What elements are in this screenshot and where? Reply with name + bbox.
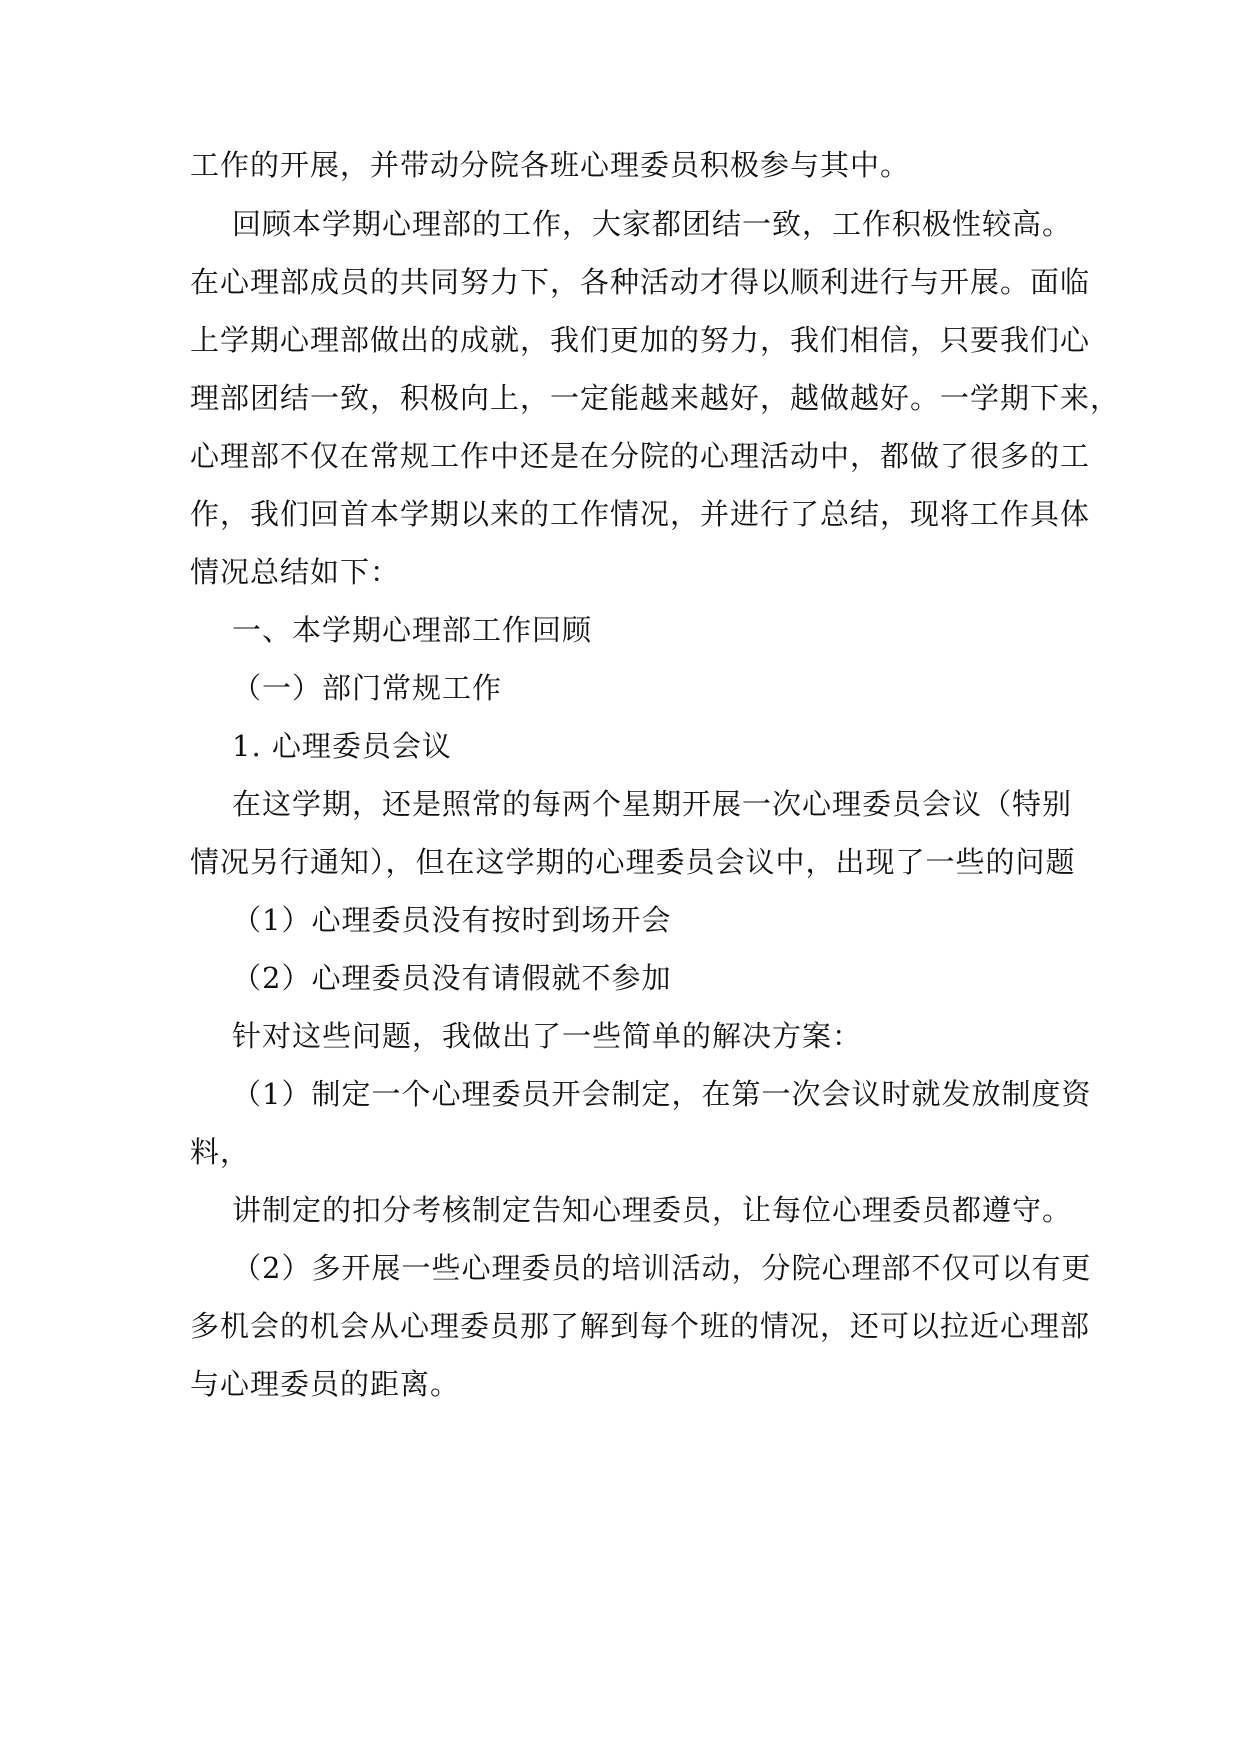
text-line: 心理部不仅在常规工作中还是在分院的心理活动中，都做了很多的工 bbox=[190, 439, 1091, 473]
subsection-heading: （一）部门常规工作 bbox=[232, 671, 503, 705]
item-heading: 1. 心理委员会议 bbox=[232, 729, 452, 763]
list-item: （1）心理委员没有按时到场开会 bbox=[232, 903, 672, 937]
text-line: 在这学期，还是照常的每两个星期开展一次心理委员会议（特别 bbox=[232, 787, 1073, 821]
text-line: 情况总结如下： bbox=[190, 555, 401, 589]
text-line: 在心理部成员的共同努力下，各种活动才得以顺利进行与开展。面临 bbox=[190, 265, 1091, 299]
text-line: 回顾本学期心理部的工作，大家都团结一致，工作积极性较高。 bbox=[232, 207, 1073, 241]
list-item: （1）制定一个心理委员开会制定，在第一次会议时就发放制度资 bbox=[232, 1077, 1092, 1111]
text-line: 情况另行通知），但在这学期的心理委员会议中，出现了一些的问题 bbox=[190, 845, 1076, 879]
text-line: 上学期心理部做出的成就，我们更加的努力，我们相信，只要我们心 bbox=[190, 323, 1091, 357]
text-line: 料， bbox=[190, 1135, 251, 1169]
text-line: 作，我们回首本学期以来的工作情况，并进行了总结，现将工作具体 bbox=[190, 497, 1091, 531]
text-line: 针对这些问题，我做出了一些简单的解决方案： bbox=[232, 1019, 863, 1053]
text-line: 多机会的机会从心理委员那了解到每个班的情况，还可以拉近心理部 bbox=[190, 1309, 1091, 1343]
text-line: 讲制定的扣分考核制定告知心理委员，让每位心理委员都遵守。 bbox=[232, 1193, 1073, 1227]
list-item: （2）多开展一些心理委员的培训活动，分院心理部不仅可以有更 bbox=[232, 1251, 1092, 1285]
list-item: （2）心理委员没有请假就不参加 bbox=[232, 961, 672, 995]
text-line: 工作的开展，并带动分院各班心理委员积极参与其中。 bbox=[190, 148, 911, 182]
text-line: 与心理委员的距离。 bbox=[190, 1367, 461, 1401]
section-heading: 一、本学期心理部工作回顾 bbox=[232, 613, 593, 647]
text-line: 理部团结一致，积极向上，一定能越来越好，越做越好。一学期下来， bbox=[190, 381, 1121, 415]
